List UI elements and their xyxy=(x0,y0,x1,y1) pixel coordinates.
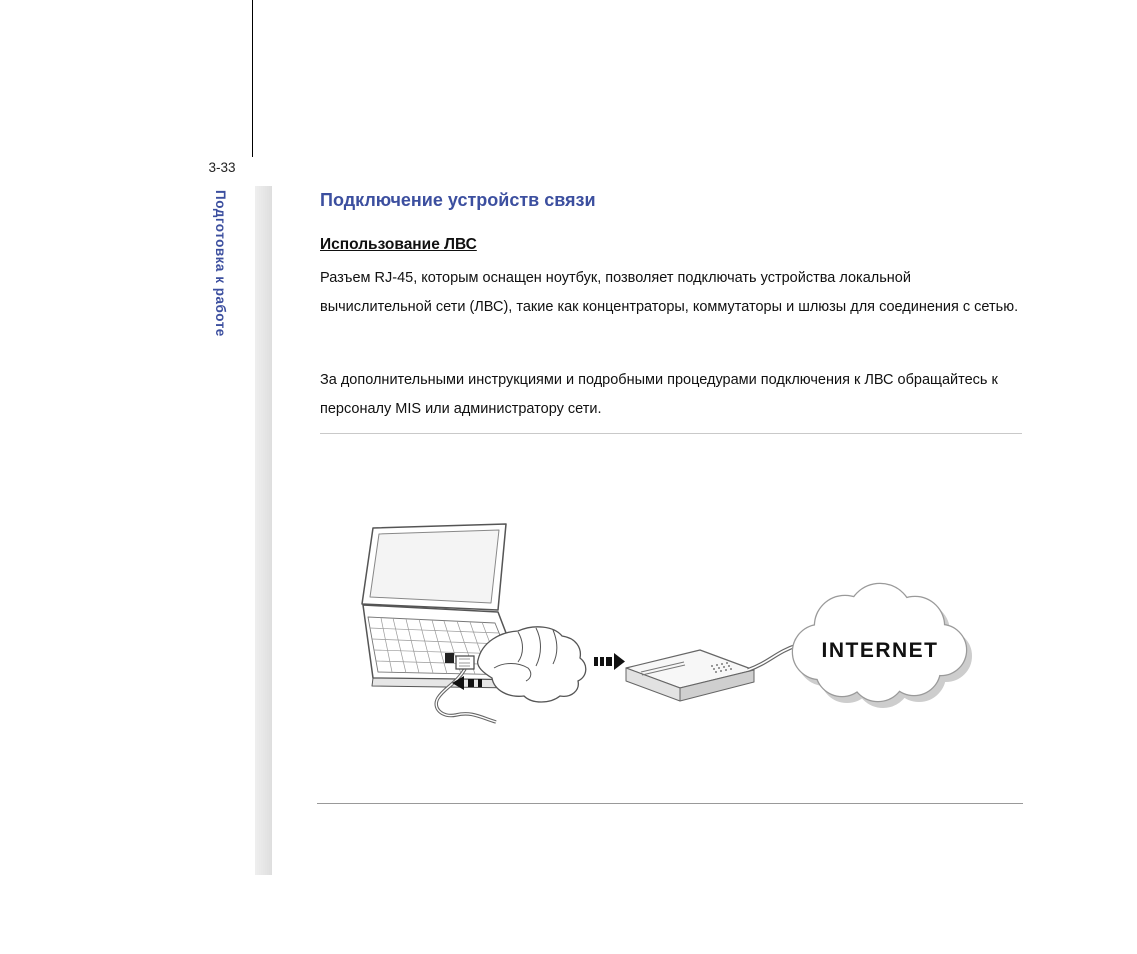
lan-illustration-svg xyxy=(348,520,1008,750)
paragraph-lan-description: Разъем RJ-45, которым оснащен ноутбук, позволяет подключать устройства локальной вычислительной сети (ЛВС), такие как концентраторы, коммутаторы и шлюзы для соединения с сетью. xyxy=(320,270,1019,315)
divider-top xyxy=(320,433,1022,434)
sidebar-tab-bar xyxy=(255,186,272,875)
modem-cloud-cable xyxy=(748,645,798,670)
internet-cloud xyxy=(793,584,971,707)
page-title: Подключение устройств связи xyxy=(320,190,596,210)
divider-bottom xyxy=(317,803,1023,804)
section-heading: Использование ЛВС xyxy=(320,236,477,253)
page-content xyxy=(320,190,1023,910)
page-number: 3-33 xyxy=(208,160,236,175)
modem-illustration xyxy=(626,650,754,701)
lan-connection-figure xyxy=(348,520,1008,750)
rj45-plug xyxy=(456,656,474,669)
laptop-screen-panel xyxy=(370,530,499,603)
hand-outline xyxy=(478,627,586,702)
internet-label: INTERNET xyxy=(821,639,939,662)
rj45-port xyxy=(445,653,454,663)
arrow-right-icon xyxy=(594,653,625,670)
chapter-sidebar-label: Подготовка к работе xyxy=(213,190,228,337)
paragraph-mis-contact: За дополнительными инструкциями и подробными процедурами подключения к ЛВС обращайтесь к персоналу MIS или администратору сети. xyxy=(320,372,998,417)
top-vertical-rule xyxy=(252,0,253,157)
